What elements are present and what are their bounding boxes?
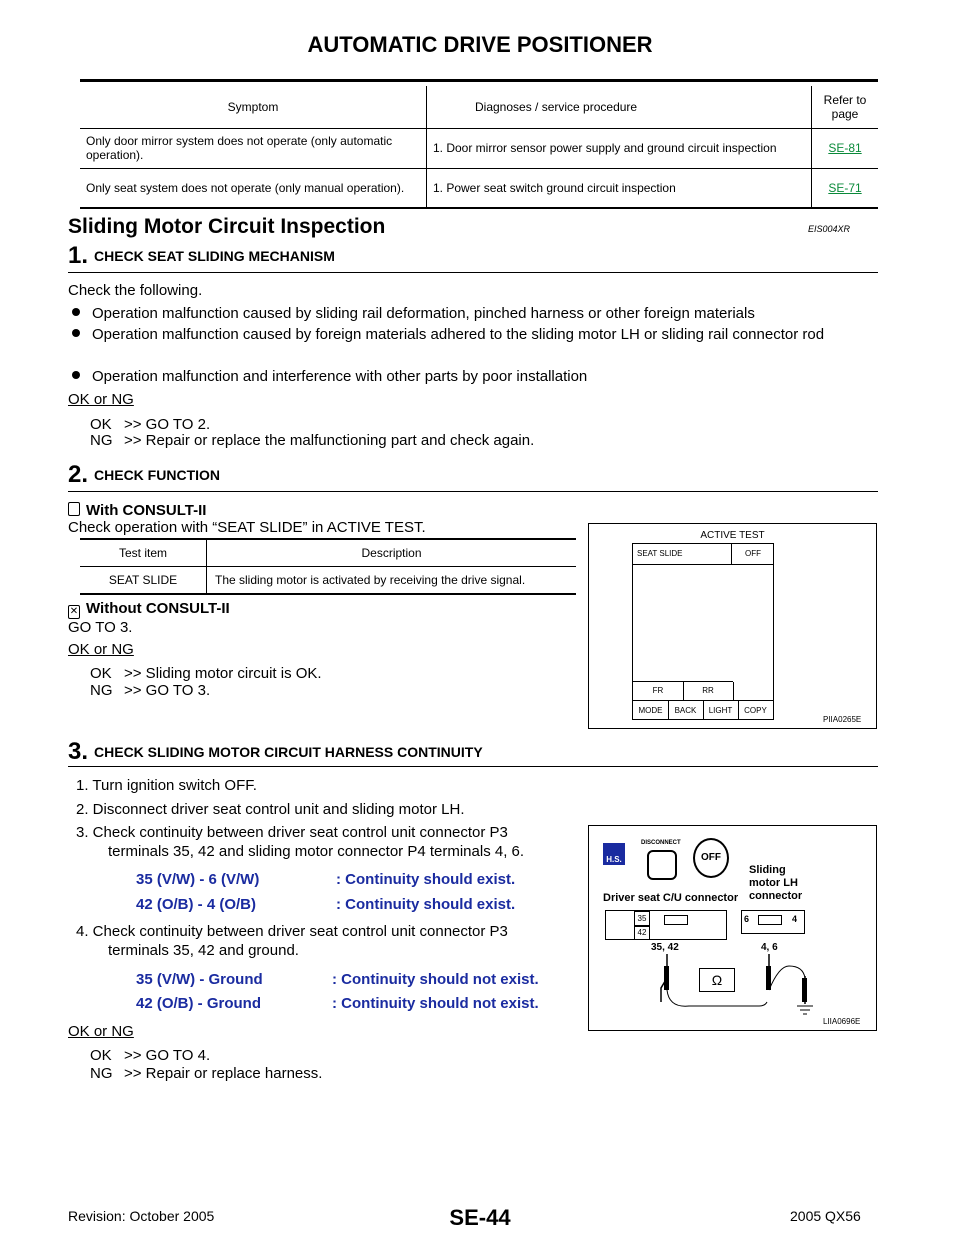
list-item: Operation malfunction caused by foreign materials adhered to the sliding motor LH or sliding rail connector rod xyxy=(72,324,872,345)
diagnosis-cell: 1. Door mirror sensor power supply and ground circuit inspection xyxy=(427,128,812,168)
diagnosis-cell: 1. Power seat switch ground circuit inspection xyxy=(427,168,812,208)
screen-row: SEAT SLIDE OFF xyxy=(633,544,773,565)
bullet-icon xyxy=(72,329,80,337)
light-button[interactable]: LIGHT xyxy=(703,701,739,720)
active-test-figure xyxy=(588,523,877,729)
cu-pin-35: 35 xyxy=(634,911,650,927)
list-item: 2. Disconnect driver seat control unit and sliding motor LH. xyxy=(76,801,465,818)
model-year: 2005 QX56 xyxy=(790,1208,861,1224)
continuity-line: 35 (V/W) - Ground : Continuity should not exist. xyxy=(136,971,539,988)
table-row xyxy=(80,168,878,208)
figure-code: LIIA0696E xyxy=(823,1017,861,1026)
no-consult-icon: ✕ xyxy=(69,606,79,617)
bullet-icon xyxy=(72,371,80,379)
page-title: AUTOMATIC DRIVE POSITIONER xyxy=(307,32,653,57)
screen-buttons-bottom xyxy=(633,700,773,720)
fr-button[interactable]: FR xyxy=(633,682,684,700)
ok-response: OK >> GO TO 2. xyxy=(90,416,211,433)
consult-screen xyxy=(632,543,774,720)
section-code: EIS004XR xyxy=(808,224,851,234)
page-number: SE-44 xyxy=(449,1205,511,1230)
ok-ng-label: OK or NG xyxy=(68,391,134,408)
table-header: Test item Description xyxy=(80,539,576,567)
without-consult-label: ✕ Without CONSULT-II xyxy=(69,600,230,617)
col-symptom: Symptom xyxy=(80,86,427,128)
with-consult-text: Check operation with “SEAT SLIDE” in ACTIVE TEST. xyxy=(68,519,426,536)
step-rule xyxy=(68,766,878,767)
ok-response: OK >> GO TO 4. xyxy=(90,1047,211,1064)
figure-code: PIIA0265E xyxy=(823,715,862,724)
fig-title: ACTIVE TEST xyxy=(700,530,765,541)
table-row: SEAT SLIDE The sliding motor is activated by receiving the drive signal. xyxy=(80,567,576,595)
symptom-cell: Only seat system does not operate (only manual operation). xyxy=(80,168,427,208)
probe-wiring xyxy=(589,826,876,1030)
ok-ng-label: OK or NG xyxy=(68,1023,134,1040)
continuity-line: 42 (O/B) - Ground : Continuity should not exist. xyxy=(136,995,539,1012)
active-test-table xyxy=(80,538,576,595)
motor-pin-6: 6 xyxy=(744,914,750,924)
step-number: 1. xyxy=(68,242,89,269)
ohm-meter-icon: Ω xyxy=(699,968,735,992)
cu-pin-42: 42 xyxy=(634,925,650,940)
symptom-cell: Only door mirror system does not operate (only automatic operation). xyxy=(80,128,427,168)
col-refer: Refer to page xyxy=(823,92,867,121)
table-row xyxy=(80,128,878,168)
col-diagnoses: Diagnoses / service procedure xyxy=(427,86,812,128)
ok-response: OK >> Sliding motor circuit is OK. xyxy=(90,665,322,682)
step-title: CHECK SEAT SLIDING MECHANISM xyxy=(94,248,335,264)
motor-pin-4: 4 xyxy=(792,914,798,924)
list-item-cont: terminals 35, 42 and sliding motor connector P4 terminals 4, 6. xyxy=(108,843,525,860)
connector-figure xyxy=(588,825,877,1031)
step-rule xyxy=(68,272,878,273)
back-button[interactable]: BACK xyxy=(668,701,704,720)
disconnect-label: DISCONNECT xyxy=(641,840,681,846)
ref-link-se81[interactable]: SE-81 xyxy=(828,141,862,155)
symptom-table-header xyxy=(80,86,878,128)
header-rule xyxy=(80,79,878,82)
step-1-intro: Check the following. xyxy=(68,282,203,299)
list-item-cont: terminals 35, 42 and ground. xyxy=(108,942,299,959)
list-item: 1. Turn ignition switch OFF. xyxy=(76,777,257,794)
step-rule xyxy=(68,491,878,492)
ng-response: NG >> Repair or replace harness. xyxy=(90,1065,323,1082)
copy-button[interactable]: COPY xyxy=(744,706,767,715)
rr-button[interactable]: RR xyxy=(683,682,734,700)
ok-ng-label: OK or NG xyxy=(68,641,134,658)
ref-link-se71[interactable]: SE-71 xyxy=(828,180,862,195)
revision-date: Revision: October 2005 xyxy=(68,1208,215,1224)
continuity-line: 35 (V/W) - 6 (V/W) : Continuity should exist. xyxy=(136,871,516,888)
cu-probe-label: 35, 42 xyxy=(651,942,679,953)
list-item: Operation malfunction and interference with other parts by poor installation xyxy=(72,366,872,387)
motor-probe-label: 4, 6 xyxy=(761,942,778,953)
motor-connector-label: Sliding motor LH connector xyxy=(749,864,803,902)
ng-response: NG >> GO TO 3. xyxy=(90,682,211,699)
step-2-heading: 2. CHECK FUNCTION xyxy=(68,461,221,488)
mode-button[interactable]: MODE xyxy=(633,701,669,720)
continuity-line: 42 (O/B) - 4 (O/B) : Continuity should exist. xyxy=(136,896,516,913)
step-1-heading xyxy=(68,242,335,270)
symptom-table xyxy=(80,86,878,209)
section-title: Sliding Motor Circuit Inspection xyxy=(68,215,386,238)
list-item: Operation malfunction caused by sliding rail deformation, pinched harness or other foreign materials xyxy=(72,303,872,324)
hs-icon: H.S. xyxy=(603,843,625,865)
step-3-heading: 3. CHECK SLIDING MOTOR CIRCUIT HARNESS CONTINUITY xyxy=(68,738,483,765)
with-consult-label: With CONSULT-II xyxy=(68,500,206,521)
without-consult-text: GO TO 3. xyxy=(68,619,133,636)
screen-buttons-top xyxy=(633,681,733,700)
list-item: 3. Check continuity between driver seat control unit connector P3 xyxy=(76,824,508,841)
bullet-icon xyxy=(72,308,80,316)
cu-connector-label: Driver seat C/U connector xyxy=(603,892,739,904)
ignition-off-icon: OFF xyxy=(693,838,729,878)
ng-response: NG >> Repair or replace the malfunctioning part and check again. xyxy=(90,432,535,449)
consult-icon xyxy=(68,502,80,516)
list-item: 4. Check continuity between driver seat control unit connector P3 xyxy=(76,923,508,940)
